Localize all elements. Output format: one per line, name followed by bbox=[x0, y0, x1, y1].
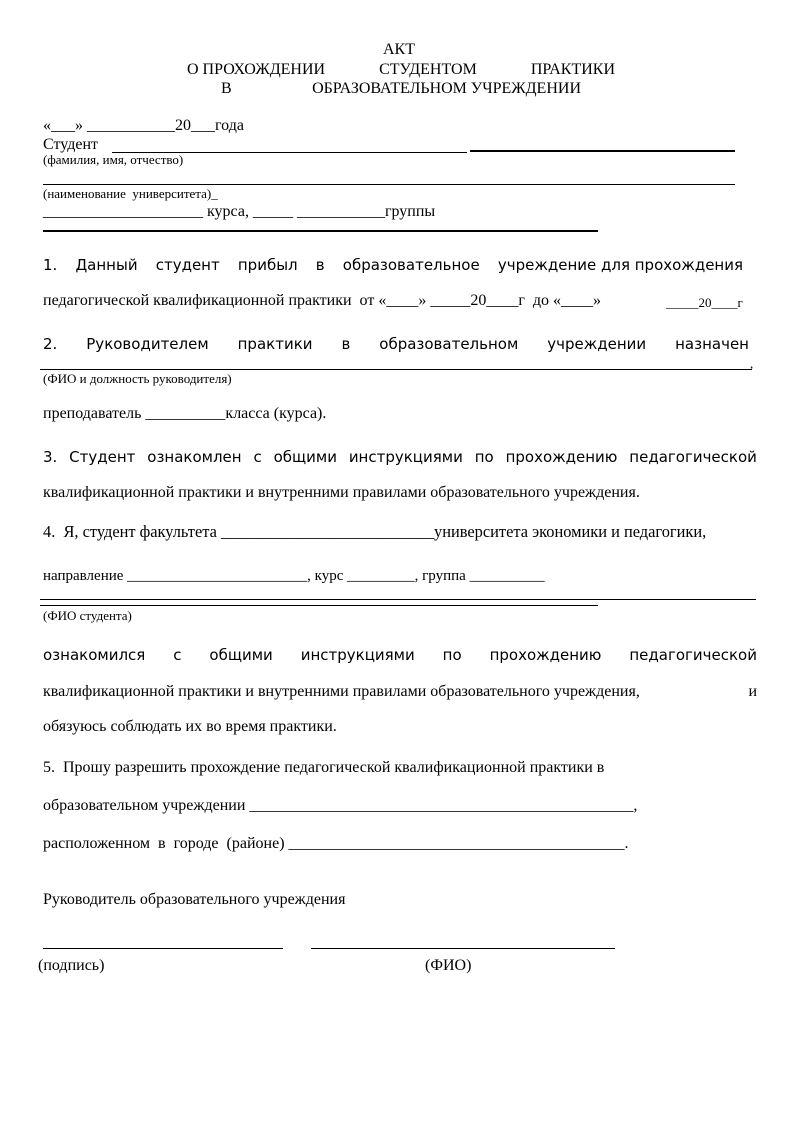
item-5-institution-line: образовательном учреждении ________________________________________________, bbox=[43, 797, 638, 814]
title-word: ОБРАЗОВАТЕЛЬНОМ УЧРЕЖДЕНИИ bbox=[312, 80, 581, 97]
student-label: Студент bbox=[43, 136, 99, 153]
item-1-dates-tail: _____20____г bbox=[666, 295, 743, 310]
item-1-word: 1. bbox=[43, 256, 58, 274]
item-2-word: Руководителем bbox=[86, 335, 209, 353]
item-1-word: Данный bbox=[75, 256, 138, 274]
item-4-line-4 bbox=[43, 683, 757, 701]
item-3-word: общими bbox=[273, 448, 337, 466]
supervisor-line-comma: , bbox=[750, 356, 754, 371]
title-word: ПРАКТИКИ bbox=[530, 61, 615, 78]
item-4-line-3 bbox=[43, 646, 757, 664]
item-1-dates-line: педагогической квалификационной практики от «____» _____20____г до «____» bbox=[43, 292, 602, 309]
item-1-word: студент bbox=[155, 256, 220, 274]
course-group-line: ____________________ курса, _____ ___________группы bbox=[43, 203, 436, 220]
title-line-3 bbox=[221, 80, 581, 98]
item-4-text: квалификационной практики и внутренними правилами образовательного учреждения, bbox=[43, 683, 640, 700]
student-fio-line-short bbox=[40, 605, 598, 606]
student-fio-hint: (ФИО студента) bbox=[43, 608, 132, 623]
title-line-2 bbox=[187, 61, 615, 79]
item-1-word: образовательное bbox=[342, 256, 480, 274]
item-3-line-2: квалификационной практики и внутренними правилами образовательного учреждения. bbox=[43, 484, 640, 501]
signature-line bbox=[43, 948, 283, 949]
item-3-word: педагогической bbox=[629, 448, 757, 466]
item-4-line-1: 4. Я, студент факультета __________________________университета экономики и педагогики, bbox=[43, 522, 707, 541]
supervisor-line bbox=[40, 369, 752, 370]
item-2-word: учреждении bbox=[547, 335, 647, 353]
item-1-word: в bbox=[315, 256, 325, 274]
student-name-hint: (фамилия, имя, отчество) bbox=[43, 152, 184, 167]
item-3-word: с bbox=[253, 448, 262, 466]
document-title: АКТ bbox=[383, 41, 415, 58]
item-2-word: образовательном bbox=[379, 335, 519, 353]
item-4-word: прохождению bbox=[489, 646, 602, 664]
item-3-word: по bbox=[474, 448, 494, 466]
item-4-word: с bbox=[173, 646, 182, 664]
item-4-text: и bbox=[748, 683, 757, 700]
header-separator-line bbox=[43, 230, 598, 232]
item-4-word: общими bbox=[209, 646, 273, 664]
head-name-line bbox=[311, 948, 615, 949]
item-3-word: прохождению bbox=[505, 448, 618, 466]
supervisor-hint: (ФИО и должность руководителя) bbox=[43, 371, 232, 386]
item-4-word: по bbox=[442, 646, 462, 664]
item-5-city-line: расположенном в городе (районе) __________________________________________. bbox=[43, 835, 629, 852]
title-word: О ПРОХОЖДЕНИИ bbox=[187, 61, 326, 78]
signature-hint: (подпись) bbox=[38, 957, 105, 974]
direction-course-group-line: направление ________________________, курс _________, группа __________ bbox=[43, 568, 545, 584]
item-4-line-5: обязуюсь соблюдать их во время практики. bbox=[43, 718, 337, 735]
item-4-word: педагогической bbox=[629, 646, 757, 664]
item-2-word: назначен bbox=[675, 335, 749, 353]
item-1-line-1 bbox=[43, 256, 743, 274]
title-word: СТУДЕНТОМ bbox=[379, 61, 477, 78]
item-1-word: прибыл bbox=[237, 256, 298, 274]
student-fio-line bbox=[40, 599, 756, 600]
item-3-word: инструкциями bbox=[348, 448, 463, 466]
item-4-word: ознакомился bbox=[43, 646, 146, 664]
head-name-hint: (ФИО) bbox=[425, 957, 472, 974]
item-2-word: практики bbox=[237, 335, 313, 353]
item-3-word: ознакомлен bbox=[147, 448, 242, 466]
institution-head-label: Руководитель образовательного учреждения bbox=[43, 891, 346, 908]
item-5-line-1: 5. Прошу разрешить прохождение педагогической квалификационной практики в bbox=[43, 759, 605, 776]
university-line bbox=[43, 184, 735, 185]
title-word: В bbox=[221, 80, 232, 97]
date-line: «___» ___________20___года bbox=[43, 117, 244, 134]
item-2-line-1 bbox=[43, 335, 749, 353]
item-4-word: инструкциями bbox=[300, 646, 415, 664]
item-2-word: в bbox=[341, 335, 351, 353]
item-3-word: Студент bbox=[69, 448, 136, 466]
item-2-word: 2. bbox=[43, 335, 58, 353]
teacher-class-line: преподаватель __________класса (курса). bbox=[43, 405, 327, 422]
student-name-line-bold bbox=[470, 150, 735, 152]
item-1-word: учреждение для прохождения bbox=[497, 256, 743, 274]
item-3-word: 3. bbox=[43, 448, 58, 466]
university-hint: (наименование университета)_ bbox=[43, 186, 218, 201]
item-3-line-1 bbox=[43, 448, 757, 466]
